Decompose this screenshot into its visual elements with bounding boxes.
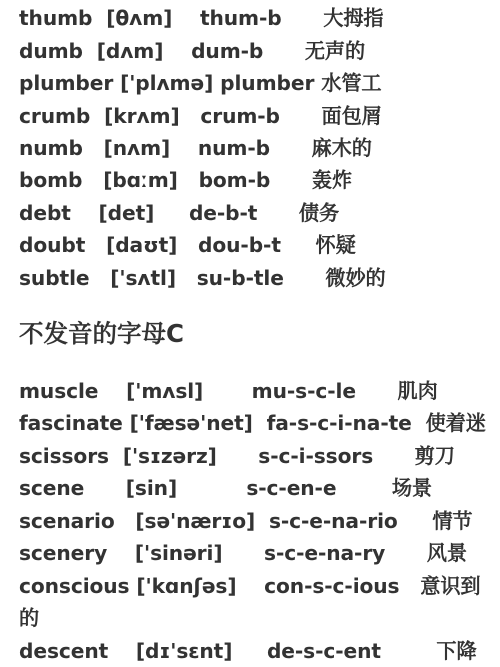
word-line-thumb: thumb [θʌm] thum-b 大拇指 (19, 6, 384, 30)
word-line-debt: debt [det] de-b-t 债务 (19, 201, 340, 225)
word-line-conscious: conscious ['kɑnʃəs] con-s-c-ious 意识到 (19, 574, 481, 598)
word-line-fascinate: fascinate ['fæsə'net] fa-s-c-i-na-te 使着迷 (19, 411, 486, 435)
word-line-bomb: bomb [bɑːm] bom-b 轰炸 (19, 168, 352, 192)
word-line-doubt: doubt [daʊt] dou-b-t 怀疑 (19, 233, 356, 257)
word-line-muscle: muscle ['mʌsl] mu-s-c-le 肌肉 (19, 379, 438, 403)
word-line-descent: descent [dɪ'sɛnt] de-s-c-ent 下降 (19, 639, 477, 663)
word-line-subtle: subtle ['sʌtl] su-b-tle 微妙的 (19, 266, 386, 290)
word-line-conscious-wrap: 的 (19, 606, 40, 630)
word-line-numb: numb [nʌm] num-b 麻木的 (19, 136, 372, 160)
word-line-scenery: scenery ['sinəri] s-c-e-na-ry 风景 (19, 541, 467, 565)
word-line-scissors: scissors ['sɪzərz] s-c-i-ssors 剪刀 (19, 444, 455, 468)
word-line-plumber: plumber ['plʌmə] plumber 水管工 (19, 71, 382, 95)
word-line-scene: scene [sin] s-c-en-e 场景 (19, 476, 433, 500)
word-line-crumb: crumb [krʌm] crum-b 面包屑 (19, 104, 382, 128)
word-line-dumb: dumb [dʌm] dum-b 无声的 (19, 39, 366, 63)
section-heading-silent-c: 不发音的字母C (19, 319, 184, 348)
word-line-scenario: scenario [sə'nærɪo] s-c-e-na-rio 情节 (19, 509, 473, 533)
